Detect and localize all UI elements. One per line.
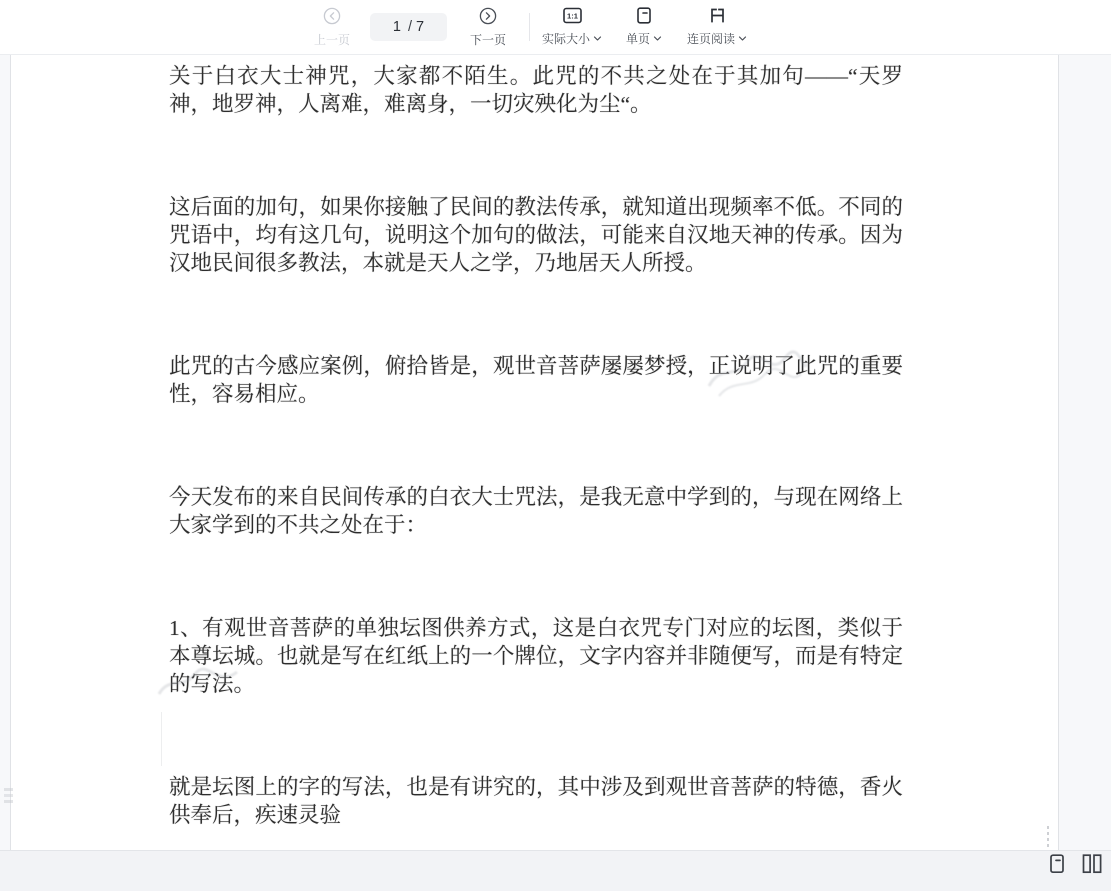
bottom-toolbar [0, 850, 1111, 891]
current-page[interactable]: 1 [392, 19, 401, 35]
prev-page-label: 上一页 [313, 33, 350, 47]
document-paragraph: 1、有观世音菩萨的单独坛图供养方式，这是白衣咒专门对应的坛图，类似于本尊坛城。也就是写在红纸上的一个牌位，文字内容并非随便写，而是有特定的写法。 [169, 616, 903, 696]
document-page [10, 54, 1059, 850]
actual-size-label: 实际大小 [542, 32, 602, 46]
document-paragraph: 今天发布的来自民间传承的白衣大士咒法，是我无意中学到的，与现在网络上大家学到的不共之处在于： [169, 485, 903, 537]
single-page-label: 单页 [626, 32, 662, 46]
one-to-one-icon [563, 7, 582, 29]
svg-text:1:1: 1:1 [566, 11, 578, 21]
page-separator: / [407, 19, 413, 35]
two-page-view-icon[interactable] [1082, 854, 1102, 879]
scan-artifact [161, 712, 162, 766]
prev-page-button[interactable] [306, 7, 358, 47]
pdf-toolbar [0, 0, 1111, 55]
document-viewer [0, 54, 1111, 850]
chevron-down-icon [738, 32, 747, 46]
continuous-reading-dropdown[interactable] [676, 7, 758, 46]
continuous-reading-label: 连页阅读 [687, 32, 747, 46]
circle-chevron-right-icon [479, 7, 497, 30]
chevron-down-icon [653, 32, 662, 46]
toolbar-divider [529, 13, 530, 41]
circle-chevron-left-icon [323, 7, 341, 30]
edge-artifact [4, 788, 13, 806]
document-paragraph: 就是坛图上的字的写法，也是有讲究的，其中涉及到观世音菩萨的特德，香火供奉后，疾速灵验 [169, 775, 903, 827]
document-paragraph: 此咒的古今感应案例，俯拾皆是，观世音菩萨屡屡梦授，正说明了此咒的重要性，容易相应。 [169, 354, 903, 406]
next-page-label: 下一页 [469, 33, 506, 47]
next-page-button[interactable] [462, 7, 514, 47]
document-paragraph: 关于白衣大士神咒，大家都不陌生。此咒的不共之处在于其加句——“天罗神，地罗神，人离难，难离身，一切灾殃化为尘“。 [169, 64, 903, 116]
chevron-down-icon [593, 32, 602, 46]
single-page-icon [636, 7, 652, 29]
continuous-pages-icon [707, 7, 728, 29]
total-pages: 7 [416, 19, 425, 35]
scan-artifact [1047, 826, 1049, 850]
page-number-input[interactable] [370, 13, 447, 41]
single-page-view-icon[interactable] [1049, 854, 1065, 879]
single-page-dropdown[interactable] [616, 7, 672, 46]
actual-size-dropdown[interactable] [536, 7, 608, 46]
document-paragraph: 这后面的加句，如果你接触了民间的教法传承，就知道出现频率不低。不同的咒语中，均有这几句，说明这个加句的做法，可能来自汉地天神的传承。因为汉地民间很多教法，本就是天人之学，乃地居天人所授。 [169, 195, 903, 275]
document-text [169, 62, 903, 829]
